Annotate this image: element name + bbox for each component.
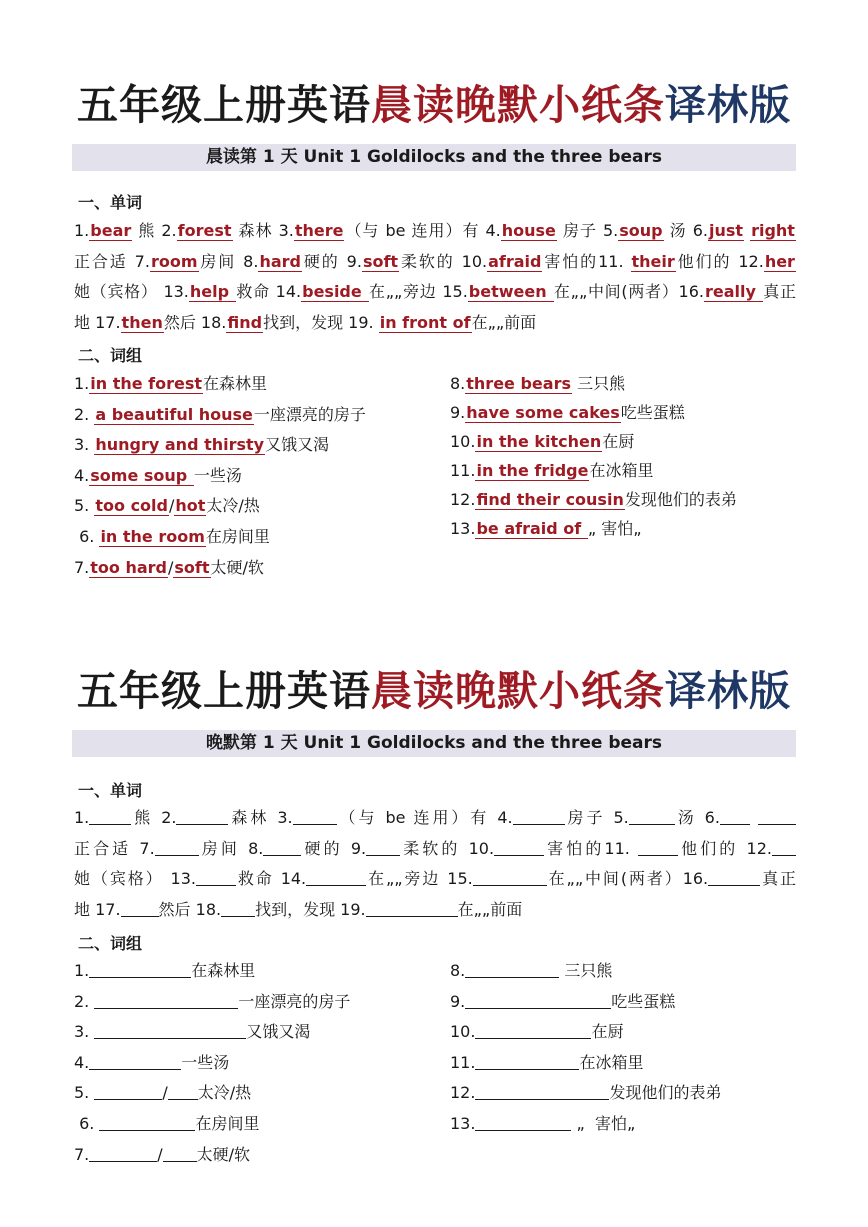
blank[interactable]	[94, 1022, 246, 1039]
number: 3.	[74, 1022, 95, 1042]
blank-1[interactable]	[89, 808, 131, 825]
text: （与 be 连用）有 4.	[344, 221, 501, 240]
text: 在„„旁边 15.	[369, 282, 468, 301]
evening-phrases-right	[450, 956, 721, 1140]
meaning: 一座漂亮的房子	[238, 991, 351, 1011]
text: 正合适 7.	[74, 251, 150, 271]
answer: between	[468, 282, 553, 301]
meaning: 在森林里	[191, 961, 256, 980]
answer: in the fridge	[476, 461, 589, 480]
phrase-item-13	[450, 514, 737, 543]
meaning: 太冷/热	[206, 496, 260, 516]
blank[interactable]	[89, 1145, 157, 1162]
evening-phrases-heading: 二、词组	[78, 934, 143, 953]
evening-words-line-4	[74, 895, 796, 926]
blank-6a[interactable]	[720, 808, 750, 825]
number: 7.	[74, 1144, 90, 1164]
evening-words-line-2	[74, 834, 796, 865]
title-part-notes: 晨读晚默小纸条	[371, 81, 665, 129]
meaning: 在冰箱里	[589, 461, 654, 480]
text: 在„„旁边 15.	[366, 869, 473, 888]
text: 房子 5.	[564, 808, 629, 827]
meaning: 吃些蛋糕	[611, 991, 676, 1011]
morning-words-line-2	[74, 247, 796, 278]
evening-words-heading: 一、单词	[78, 781, 143, 800]
answer: really	[705, 282, 763, 301]
phrase-item-1	[74, 369, 366, 400]
text: 害怕的11.	[544, 838, 639, 858]
meaning: 一些汤	[181, 1052, 230, 1072]
phrase-item-5	[74, 1078, 350, 1109]
answer: then	[121, 312, 163, 332]
text: （与 be 连用）有 4.	[336, 808, 513, 827]
number: 10.	[450, 1022, 476, 1042]
slash: /	[162, 1083, 168, 1103]
blank[interactable]	[168, 1083, 198, 1100]
blank[interactable]	[475, 1053, 579, 1070]
phrase-item-2	[74, 987, 350, 1018]
text: 1.	[74, 808, 90, 827]
number: 2.	[74, 991, 95, 1011]
text: 找到，发现 19.	[255, 899, 366, 919]
meaning: 一些汤	[193, 465, 242, 485]
evening-words-line-3	[74, 864, 796, 895]
phrase-item-9	[450, 987, 721, 1018]
blank-18[interactable]	[221, 900, 255, 917]
blank-6b[interactable]	[758, 808, 796, 825]
text: 她（宾格） 13.	[74, 869, 196, 888]
answer: some soup	[90, 465, 193, 485]
evening-phrases-left	[74, 956, 350, 1170]
text: 柔软的 10.	[399, 251, 488, 271]
number: 9.	[450, 403, 466, 422]
number: 9.	[450, 991, 466, 1011]
answer: find	[227, 312, 263, 332]
answer: find their cousin	[476, 490, 624, 509]
number: 5.	[74, 496, 95, 516]
number: 4.	[74, 1052, 90, 1072]
phrase-item-1	[74, 956, 350, 987]
answer: too cold	[95, 496, 168, 516]
blank-8[interactable]	[263, 839, 301, 856]
text: 地 17.	[74, 899, 121, 919]
answer: bear	[90, 221, 132, 240]
text: 救命 14.	[235, 869, 307, 888]
text: 在„„前面	[457, 899, 523, 919]
blank[interactable]	[94, 1083, 162, 1100]
meaning: 在冰箱里	[579, 1052, 644, 1072]
number: 7.	[74, 557, 90, 577]
blank-17[interactable]	[121, 900, 159, 917]
answer: help	[189, 282, 236, 301]
text: 1.	[74, 221, 90, 240]
phrase-item-7	[74, 1140, 350, 1171]
title-part-grade: 五年级上册英语	[77, 667, 371, 715]
blank[interactable]	[465, 961, 559, 978]
answer: in the kitchen	[476, 432, 602, 451]
meaning: 三只熊	[559, 961, 613, 980]
phrase-item-2	[74, 400, 366, 431]
morning-title	[0, 72, 868, 131]
number: 2.	[74, 404, 95, 424]
meaning: 在厨	[591, 1022, 624, 1042]
number: 13.	[450, 519, 476, 538]
answer: hard	[259, 251, 301, 271]
answer: in the room	[100, 526, 205, 546]
meaning: 三只熊	[571, 374, 626, 393]
number: 12.	[450, 490, 476, 509]
morning-words-block	[74, 216, 796, 338]
text: 正合适 7.	[74, 838, 155, 858]
text: 真正	[760, 869, 796, 888]
number: 6.	[74, 1113, 100, 1133]
morning-phrases-right	[450, 369, 737, 543]
text: 找到，发现 19.	[263, 312, 379, 332]
blank[interactable]	[475, 1083, 609, 1100]
phrase-item-10	[450, 1017, 721, 1048]
answer: soft	[362, 251, 399, 271]
text: 硬的 9.	[301, 838, 367, 858]
blank-9[interactable]	[366, 839, 400, 856]
title-part-notes: 晨读晚默小纸条	[371, 667, 665, 715]
blank-16[interactable]	[708, 869, 760, 886]
meaning: 在房间里	[195, 1113, 260, 1133]
answer: soup	[619, 221, 663, 240]
answer: in the forest	[90, 374, 203, 393]
answer: room	[150, 251, 198, 271]
text: 熊 2.	[131, 808, 177, 827]
text: 在„„中间(两者）16.	[553, 282, 705, 301]
phrase-item-3	[74, 1017, 350, 1048]
phrase-item-12	[450, 1078, 721, 1109]
phrase-item-9	[450, 398, 737, 427]
text: 她（宾格） 13.	[74, 282, 189, 301]
text: 地 17.	[74, 312, 121, 332]
title-part-edition: 译林版	[665, 667, 791, 715]
blank-2[interactable]	[176, 808, 228, 825]
number: 8.	[450, 374, 466, 393]
morning-words-heading: 一、单词	[78, 193, 143, 212]
blank[interactable]	[94, 992, 238, 1009]
meaning: 又饿又渴	[265, 435, 330, 455]
meaning: 一座漂亮的房子	[253, 404, 366, 424]
blank-11[interactable]	[638, 839, 678, 856]
meaning: 吃些蛋糕	[620, 403, 685, 422]
answer: soft	[174, 557, 210, 577]
number: 5.	[74, 1083, 95, 1103]
meaning: „ 害怕„	[571, 1113, 636, 1133]
number: 8.	[450, 961, 466, 980]
morning-phrases-heading: 二、词组	[78, 346, 143, 365]
morning-phrases-left	[74, 369, 366, 583]
blank-15[interactable]	[473, 869, 547, 886]
number: 10.	[450, 432, 476, 451]
phrase-item-5	[74, 491, 366, 522]
blank[interactable]	[89, 1053, 181, 1070]
meaning: 又饿又渴	[246, 1022, 311, 1042]
text: 柔软的 10.	[400, 838, 495, 858]
text: 在„„前面	[471, 312, 537, 332]
meaning: 发现他们的表弟	[624, 490, 737, 509]
blank[interactable]	[475, 1114, 571, 1131]
phrase-item-11	[450, 456, 737, 485]
text: 房间 8.	[198, 251, 259, 271]
title-part-edition: 译林版	[665, 81, 791, 129]
number: 1.	[74, 374, 90, 393]
text: 在„„中间(两者）16.	[546, 869, 709, 888]
blank-3[interactable]	[293, 808, 337, 825]
answer: her	[764, 251, 795, 271]
blank-4[interactable]	[513, 808, 565, 825]
blank-19[interactable]	[366, 900, 458, 917]
answer: hungry and thirsty	[95, 435, 265, 455]
phrase-item-12	[450, 485, 737, 514]
slash: /	[168, 496, 175, 516]
answer: in front of	[379, 312, 471, 332]
evening-title	[0, 658, 868, 717]
answer: there	[294, 221, 344, 240]
number: 3.	[74, 435, 95, 455]
phrase-item-8	[450, 369, 737, 398]
text: 汤 6.	[674, 808, 720, 827]
meaning: 在房间里	[205, 526, 270, 546]
meaning: 太冷/热	[197, 1083, 252, 1103]
meaning: 太硬/软	[210, 557, 264, 577]
text: 害怕的11.	[542, 251, 631, 271]
blank-5[interactable]	[629, 808, 675, 825]
phrase-item-4	[74, 461, 366, 492]
meaning: 发现他们的表弟	[609, 1083, 722, 1103]
text: 救命 14.	[236, 282, 302, 301]
answer: hot	[175, 496, 206, 516]
meaning: 在森林里	[203, 374, 268, 393]
evening-words-line-1	[74, 803, 796, 834]
answer: beside	[302, 282, 369, 301]
blank-10[interactable]	[494, 839, 544, 856]
meaning: 在厨	[602, 432, 635, 451]
phrase-item-11	[450, 1048, 721, 1079]
answer: right	[751, 221, 795, 240]
number: 4.	[74, 465, 90, 485]
phrase-item-8	[450, 956, 721, 987]
text: 房间 8.	[198, 838, 264, 858]
number: 6.	[74, 526, 100, 546]
meaning: „ 害怕„	[587, 519, 642, 538]
title-part-grade: 五年级上册英语	[77, 81, 371, 129]
answer: three bears	[466, 374, 571, 393]
phrase-item-6	[74, 1109, 350, 1140]
text: 然后 18.	[158, 899, 222, 919]
blank[interactable]	[475, 1022, 591, 1039]
text: 熊 2.	[132, 221, 177, 240]
answer: house	[501, 221, 556, 240]
text: 他们的 12.	[678, 838, 773, 858]
text: 硬的 9.	[301, 251, 362, 271]
morning-words-line-4	[74, 308, 796, 339]
phrase-item-6	[74, 522, 366, 553]
phrase-item-10	[450, 427, 737, 456]
number: 1.	[74, 961, 90, 980]
answer: afraid	[488, 251, 542, 271]
evening-words-block	[74, 803, 796, 925]
blank-14[interactable]	[306, 869, 366, 886]
phrase-item-7	[74, 553, 366, 584]
blank[interactable]	[89, 961, 191, 978]
number: 13.	[450, 1113, 476, 1133]
blank-13[interactable]	[196, 869, 236, 886]
answer: a beautiful house	[95, 404, 253, 424]
evening-banner: 晚默第 1 天 Unit 1 Goldilocks and the three bears	[72, 730, 796, 757]
morning-words-line-1	[74, 216, 796, 247]
text: 森林 3.	[228, 808, 293, 827]
text: 然后 18.	[163, 312, 227, 332]
blank-7[interactable]	[155, 839, 199, 856]
phrase-item-4	[74, 1048, 350, 1079]
text: 房子 5.	[556, 221, 619, 240]
blank[interactable]	[163, 1145, 197, 1162]
answer: too hard	[90, 557, 167, 577]
number: 12.	[450, 1083, 476, 1103]
meaning: 太硬/软	[196, 1144, 251, 1164]
slash: /	[157, 1144, 163, 1164]
number: 11.	[450, 461, 476, 480]
slash: /	[168, 557, 174, 577]
text: 他们的 12.	[675, 251, 764, 271]
blank[interactable]	[99, 1114, 195, 1131]
answer: forest	[177, 221, 232, 240]
morning-banner: 晨读第 1 天 Unit 1 Goldilocks and the three bears	[72, 144, 796, 171]
text: 森林 3.	[232, 221, 294, 240]
text: 汤 6.	[663, 221, 708, 240]
text: 真正	[763, 282, 796, 301]
answer: just	[708, 221, 744, 240]
phrase-item-13	[450, 1109, 721, 1140]
morning-words-line-3	[74, 277, 796, 308]
blank[interactable]	[465, 992, 611, 1009]
number: 11.	[450, 1052, 476, 1072]
answer: be afraid of	[476, 519, 587, 538]
phrase-item-3	[74, 430, 366, 461]
blank-12[interactable]	[772, 839, 796, 856]
answer: their	[631, 251, 675, 271]
answer: have some cakes	[466, 403, 620, 422]
